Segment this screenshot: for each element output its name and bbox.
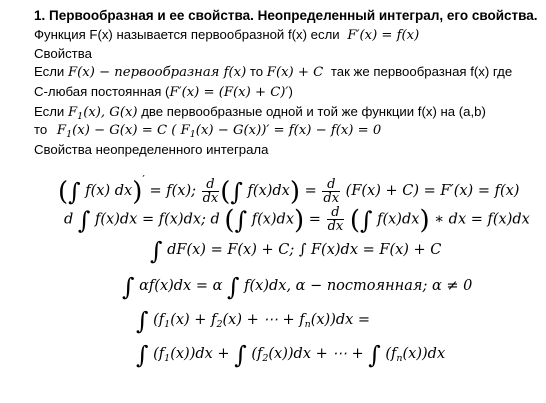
text-then: то xyxy=(249,64,264,79)
paren-open: ( xyxy=(58,177,69,207)
definition-text: Функция F(x) называется первообразной f(x) если xyxy=(34,27,340,42)
text-close-paren: ) xyxy=(288,84,293,99)
integral-sign: ∫ xyxy=(136,307,149,335)
formula-two-antiderivatives: $F_1(x)$, G(x) xyxy=(67,105,138,122)
integral-sign: ∫ xyxy=(136,341,149,369)
formula-antiderivative: F(x) − первообразная f(x) xyxy=(67,65,247,80)
property-2-line-2 xyxy=(34,122,381,143)
integral-sign: ∫ xyxy=(150,237,163,265)
definition-formula: F′(x) = f(x) xyxy=(347,28,420,43)
derivative-fraction-3: $\frac{d}{dx}$ xyxy=(327,205,344,234)
property-1-line-2 xyxy=(34,84,293,101)
integral-sign: ∫ xyxy=(122,273,135,301)
text-if: Если xyxy=(34,64,65,79)
formula-derivative-sum: F′(x) = (F(x) + C)′ xyxy=(169,85,289,100)
formula-3: ∫ dF(x) = F(x) + C; ∫ F(x)dx = F(x) + C xyxy=(150,237,442,265)
integral-sign: ∫ xyxy=(77,206,91,235)
indefinite-integral-properties-heading: Свойства неопределенного интеграла xyxy=(34,142,269,157)
derivative-fraction-2: $\frac{d}{dx}$ xyxy=(323,176,340,206)
formula-2: d ∫ f(x)dx = f(x)dx; d (∫ f(x)dx) = $\frac{d}{dx}$ (∫ f(x)dx) ∗ dx = f(x)dx xyxy=(64,205,530,236)
text-any-constant: С-любая постоянная ( xyxy=(34,84,170,99)
text-two-antiderivatives: две первообразные одной и той же функции f(x) на (a,b) xyxy=(141,104,486,119)
derivative-fraction: $\frac{d}{dx}$ xyxy=(202,176,219,206)
document-title: 1. Первообразная и ее свойства. Неопределенный интеграл, его свойства. xyxy=(34,8,538,23)
property-1-line-1 xyxy=(34,64,512,81)
text-then-2: то xyxy=(34,122,48,137)
text-also-antiderivative: так же первообразная f(x) где xyxy=(330,64,513,79)
formula-6: ∫ $(f_1(x))dx$ + ∫ $(f_2(x))dx$ + ⋯ + ∫ $(f_n(x))dx$ xyxy=(136,341,446,369)
formula-4: ∫ αf(x)dx = α ∫ f(x)dx, α − постоянная; α ≠ 0 xyxy=(122,273,473,301)
text-if-2: Если xyxy=(34,104,65,119)
definition-line xyxy=(34,27,419,44)
properties-heading: Свойства xyxy=(34,46,92,61)
formula-5: ∫ ($f_1(x) + f_2(x)$ + ⋯ + $f_n(x))dx$ = xyxy=(136,307,371,335)
formula-difference-constant: $F_1(x) - G(x) = C$ ( $F_1(x) - G(x))' = f(x) - f(x) = 0$ xyxy=(56,123,382,140)
paren-close: ) xyxy=(132,177,143,207)
formula-F-plus-C: F(x) + C xyxy=(266,65,324,80)
formula-1: (∫ f(x) dx)′ = f(x); $\frac{d}{dx}$ (∫ f(x)dx) = $\frac{d}{dx}$ (F(x) + C) = F′(x) = f(x) xyxy=(58,173,520,207)
integral-sign: ∫ xyxy=(68,178,81,206)
